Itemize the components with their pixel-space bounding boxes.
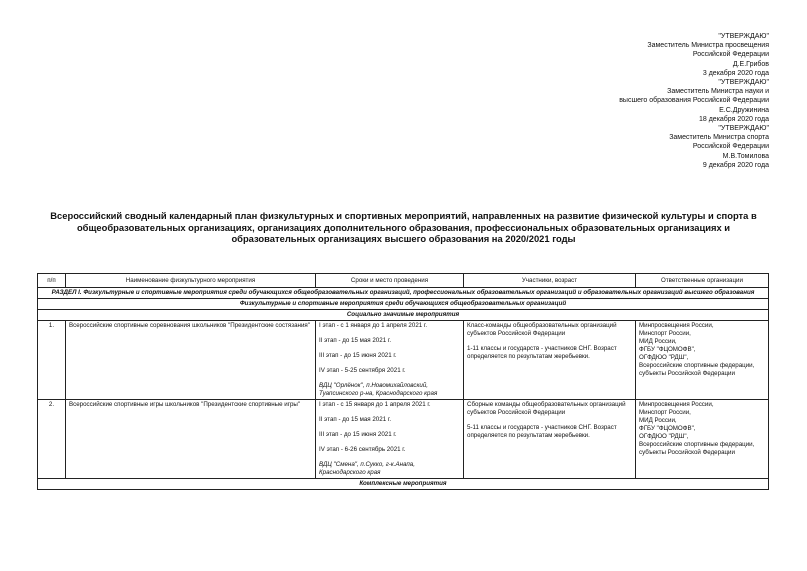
approval-block	[529, 124, 769, 170]
approval-line: 3 декабря 2020 года	[702, 69, 769, 77]
venue: ВДЦ "Смена", п.Сукко, г-к.Анапа, Краснодарского края	[319, 461, 415, 476]
approval-line: Заместитель Министра спорта	[669, 134, 769, 142]
stage-line: III этап - до 15 июня 2021 г.	[319, 352, 397, 359]
org-line: субъекты Российской Федерации	[639, 370, 735, 377]
org-line: Всероссийские спортивные федерации,	[639, 441, 755, 448]
header-number: п/п	[38, 274, 66, 288]
approval-line: "УТВЕРЖДАЮ"	[718, 33, 769, 40]
participants-line: 1-11 классы и государств - участников СНГ. Возраст определяется по результатам жеребьевки.	[467, 345, 617, 360]
approval-line: Д.Е.Грибов	[732, 60, 769, 68]
approval-line: Заместитель Министра просвещения	[647, 42, 769, 50]
row-number: 1.	[38, 321, 66, 400]
stage-line: IV этап - 5-25 сентября 2021 г.	[319, 367, 406, 374]
org-line: Минпросвещения России,	[639, 322, 714, 329]
participants-line: Класс-команды общеобразовательных организаций субъектов Российской Федерации	[467, 322, 617, 337]
event-participants	[464, 321, 636, 400]
subsection-row	[38, 299, 769, 310]
stage-line: IV этап - 6-26 сентябрь 2021 г.	[319, 446, 406, 453]
stage-line: II этап - до 15 мая 2021 г.	[319, 337, 392, 344]
org-line: ОГФДЮО "РДШ",	[639, 354, 689, 361]
venue: ВДЦ "Орлёнок", п.Новомихайловский, Туапсинского р-на, Краснодарского края	[319, 382, 438, 397]
event-dates	[316, 321, 464, 400]
group-row	[38, 479, 769, 490]
group-title: Социально значимые мероприятия	[38, 310, 769, 321]
event-name: Всероссийские спортивные соревнования школьников "Президентские состязания"	[66, 321, 316, 400]
section-title: РАЗДЕЛ I. Физкультурные и спортивные мероприятия среди обучающихся общеобразовательных организаций, профессиональных образовательных организаций и образовательных организаций высшего образования	[38, 288, 769, 299]
org-line: субъекты Российской Федерации	[639, 449, 735, 456]
header-dates: Сроки и место проведения	[316, 274, 464, 288]
org-line: Минпросвещения России,	[639, 401, 714, 408]
header-participants: Участники, возраст	[464, 274, 636, 288]
row-number: 2.	[38, 400, 66, 479]
event-organizations	[636, 321, 769, 400]
stage-line: II этап - до 15 мая 2021 г.	[319, 416, 392, 423]
stage-line: I этап - с 1 января до 1 апреля 2021 г.	[319, 322, 428, 329]
approval-line: Российской Федерации	[692, 51, 769, 59]
approval-line: высшего образования Российской Федерации	[619, 97, 769, 105]
event-organizations	[636, 400, 769, 479]
header-organizations: Ответственные организации	[636, 274, 769, 288]
org-line: ФГБУ "ФЦОМОФВ",	[639, 425, 696, 432]
document-title: Всероссийский сводный календарный план физкультурных и спортивных мероприятий, направленных на развитие физической культуры и спорта в общеобразовательных организациях, организациях дополнительного образования, профессиональных образовательных организациях и образовательных организациях высшего образования на 2020/2021 годы	[50, 210, 757, 245]
group-row	[38, 310, 769, 321]
participants-line: 5-11 классы и государств - участников СНГ. Возраст определяется по результатам жеребьевки.	[467, 424, 617, 439]
event-dates	[316, 400, 464, 479]
table-header-row	[38, 274, 769, 288]
event-name: Всероссийские спортивные игры школьников "Президентские спортивные игры"	[66, 400, 316, 479]
group-title: Комплексные мероприятия	[38, 479, 769, 490]
approval-line: 18 декабря 2020 года	[698, 115, 769, 123]
approval-block	[529, 32, 769, 78]
approval-line: Российской Федерации	[692, 143, 769, 151]
event-participants	[464, 400, 636, 479]
stage-line: I этап - с 15 января до 1 апреля 2021 г.	[319, 401, 431, 408]
org-line: МИД России,	[639, 338, 677, 345]
table-row	[38, 400, 769, 479]
participants-line: Сборные команды общеобразовательных организаций субъектов Российской Федерации	[467, 401, 626, 416]
stage-line: III этап - до 15 июня 2021 г.	[319, 431, 397, 438]
events-table	[37, 273, 769, 490]
approval-line: 9 декабря 2020 года	[702, 161, 769, 169]
header-name: Наименование физкультурного мероприятия	[66, 274, 316, 288]
org-line: Всероссийские спортивные федерации,	[639, 362, 755, 369]
org-line: Минспорт России,	[639, 409, 691, 416]
section-row	[38, 288, 769, 299]
org-line: МИД России,	[639, 417, 677, 424]
org-line: Минспорт России,	[639, 330, 691, 337]
org-line: ОГФДЮО "РДШ",	[639, 433, 689, 440]
approval-line: М.В.Томилова	[722, 152, 769, 160]
approval-blocks	[529, 32, 769, 170]
approval-line: Е.С.Дружинина	[719, 106, 769, 114]
approval-line: Заместитель Министра науки и	[667, 88, 769, 96]
approval-block	[529, 78, 769, 124]
approval-line: "УТВЕРЖДАЮ"	[718, 125, 769, 133]
org-line: ФГБУ "ФЦОМОФВ",	[639, 346, 696, 353]
subsection-title: Физкультурные и спортивные мероприятия среди обучающихся общеобразовательных организаций	[38, 299, 769, 310]
approval-line: "УТВЕРЖДАЮ"	[718, 79, 769, 87]
table-row	[38, 321, 769, 400]
